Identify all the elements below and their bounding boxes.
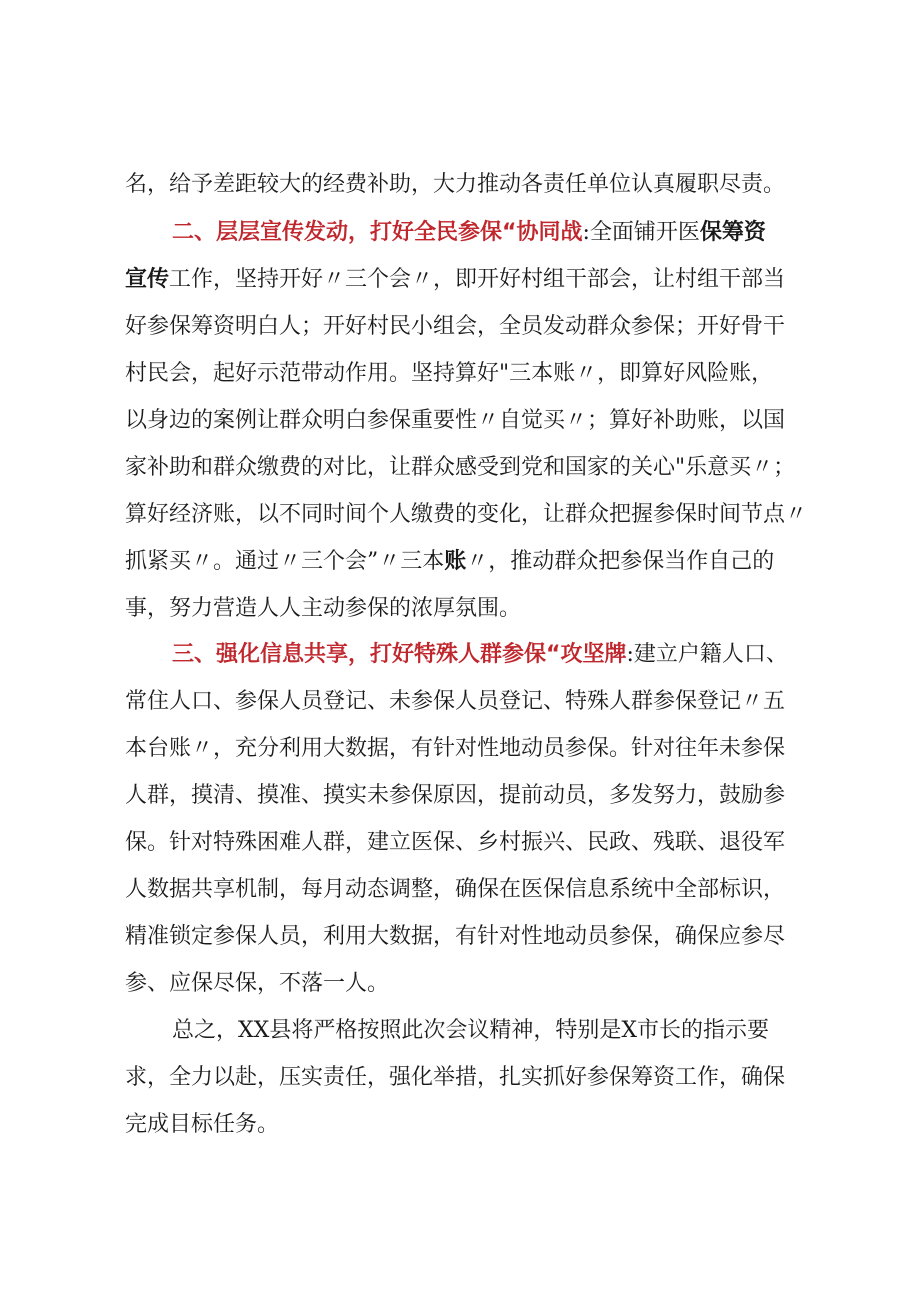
paragraph-line: 完成目标任务。	[125, 1112, 280, 1137]
paragraph-line: 常住人口、参保人员登记、未参保人员登记、特殊人群参保登记〃五	[125, 689, 786, 714]
section-two-first-line: 二、层层宣传发动，打好全民参保“协同战:全面铺开医保筹资	[172, 220, 766, 245]
paragraph-line: 名，给予差距较大的经费补助，大力推动各责任单位认真履职尽责。	[125, 172, 786, 197]
paragraph-line: 参、应保尽保，不落一人。	[125, 971, 390, 996]
section-heading: 三、强化信息共享，打好特殊人群参保“攻坚牌	[172, 642, 627, 667]
paragraph-line: 总之，XX县将严格按照此次会议精神，特别是X市长的指示要	[172, 1018, 769, 1043]
paragraph-line: 家补助和群众缴费的对比，让群众感受到党和国家的关心"乐意买〃；	[125, 455, 796, 480]
section-three-first-line: 三、强化信息共享，打好特殊人群参保“攻坚牌:建立户籍人口、	[172, 642, 788, 667]
paragraph-line: 人群，摸清、摸准、摸实未参保原因，提前动员，多发努力，鼓励参	[125, 783, 786, 808]
paragraph-line: 本台账〃，充分利用大数据，有针对性地动员参保。针对往年未参保	[125, 736, 786, 761]
paragraph-line: 求，全力以赴，压实责任，强化举措，扎实抓好参保筹资工作，确保	[125, 1065, 786, 1090]
section-heading: 二、层层宣传发动，打好全民参保“协同战	[172, 220, 583, 245]
paragraph-line: 算好经济账，以不同时间个人缴费的变化，让群众把握参保时间节点〃	[125, 502, 808, 527]
paragraph-line: 村民会，起好示范带动作用。坚持算好"三本账〃，即算好风险账，	[125, 361, 774, 386]
paragraph-line: 以身边的案例让群众明白参保重要性〃自觉买〃；算好补助账，以国	[125, 408, 786, 433]
paragraph-line: 保。针对特殊困难人群，建立医保、乡村振兴、民政、残联、退役军	[125, 830, 786, 855]
paragraph-line: 人数据共享机制，每月动态调整，确保在医保信息系统中全部标识，	[125, 877, 786, 902]
paragraph-line: 好参保筹资明白人；开好村民小组会，全员发动群众参保；开好骨干	[125, 314, 786, 339]
paragraph-line: 事，努力营造人人主动参保的浓厚氛围。	[125, 596, 522, 621]
paragraph-line: 宣传工作，坚持开好〃三个会〃，即开好村组干部会，让村组干部当	[125, 267, 786, 292]
paragraph-line: 精准锁定参保人员，利用大数据，有针对性地动员参保，确保应参尽	[125, 924, 786, 949]
paragraph-line: 抓紧买〃。通过〃三个会”〃三本账〃，推动群众把参保当作自己的	[125, 549, 775, 574]
